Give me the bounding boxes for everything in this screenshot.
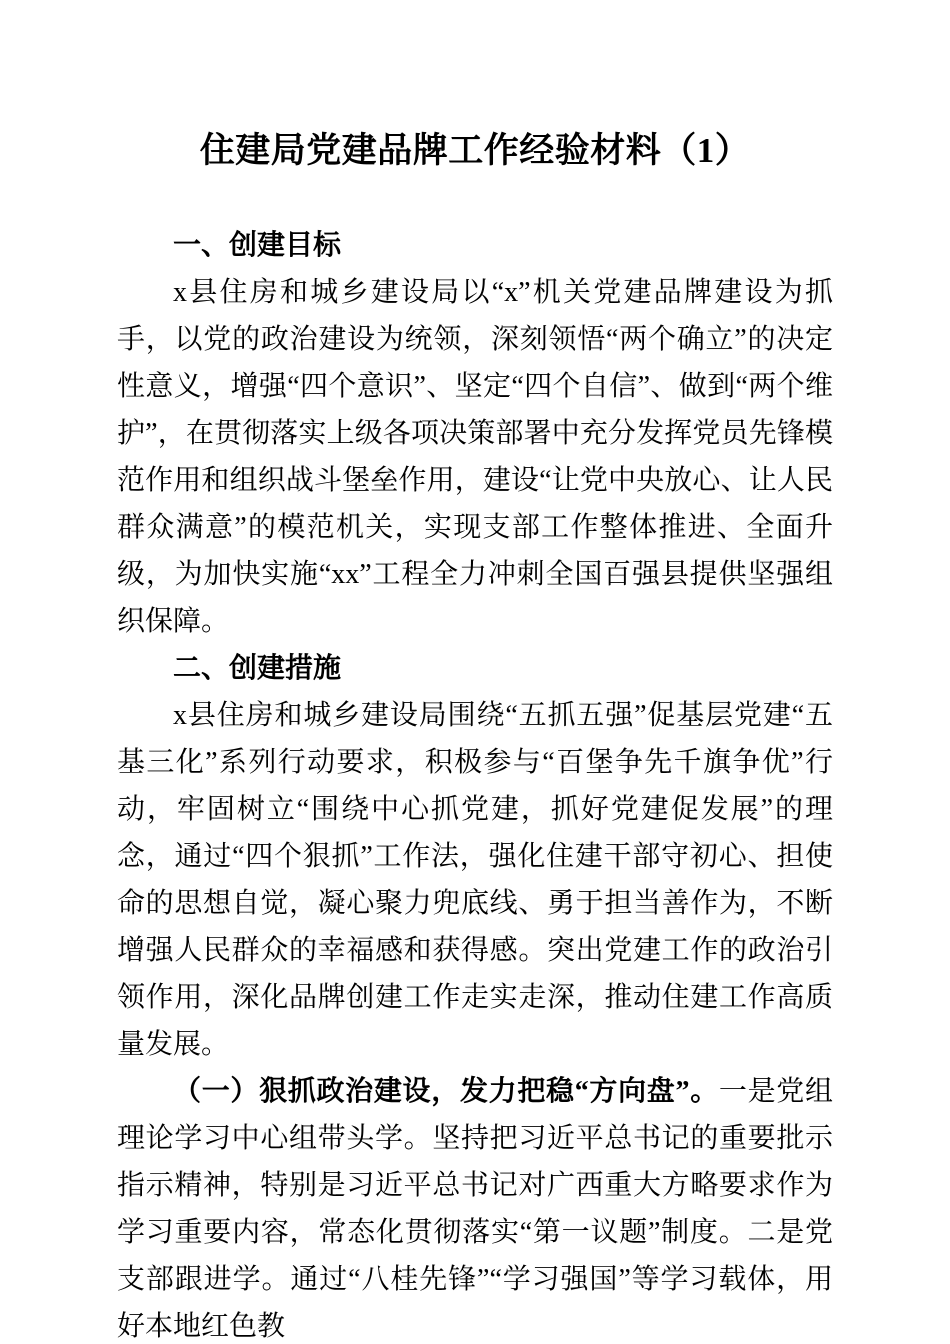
paragraph-3-rest: 一是党组理论学习中心组带头学。坚持把习近平总书记的重要批示指示精神，特别是习近平总书记对广西重大方略要求作为学习重要内容，常态化贯彻落实“第一议题”制度。二是党支部跟进学。通过“八桂先锋”“学习强国”等学习载体，用好本地红色教: [117, 1076, 833, 1342]
paragraph-1: x县住房和城乡建设局以“x”机关党建品牌建设为抓手，以党的政治建设为统领，深刻领悟“两个确立”的决定性意义，增强“四个意识”、坚定“四个自信”、做到“两个维护”，在贯彻落实上级各项决策部署中充分发挥党员先锋模范作用和组织战斗堡垒作用，建设“让党中央放心、让人民群众满意”的模范机关，实现支部工作整体推进、全面升级，为加快实施“xx”工程全力冲刺全国百强县提供坚强组织保障。: [117, 277, 833, 637]
paragraph-3: [117, 1068, 833, 1344]
paragraph-2: x县住房和城乡建设局围绕“五抓五强”促基层党建“五基三化”系列行动要求，积极参与“百堡争先千旗争优”行动，牢固树立“围绕中心抓党建，抓好党建促发展”的理念，通过“四个狠抓”工作法，强化住建干部守初心、担使命的思想自觉，凝心聚力兜底线、勇于担当善作为，不断增强人民群众的幸福感和获得感。突出党建工作的政治引领作用，深化品牌创建工作走实走深，推动住建工作高质量发展。: [117, 700, 833, 1060]
paragraph-3-lead: （一）狠抓政治建设，发力把稳“方向盘”。: [173, 1076, 719, 1107]
document-title: 住建局党建品牌工作经验材料（1）: [199, 131, 751, 170]
section-heading-2: 二、创建措施: [173, 653, 342, 684]
section-heading-1: 一、创建目标: [173, 230, 342, 261]
